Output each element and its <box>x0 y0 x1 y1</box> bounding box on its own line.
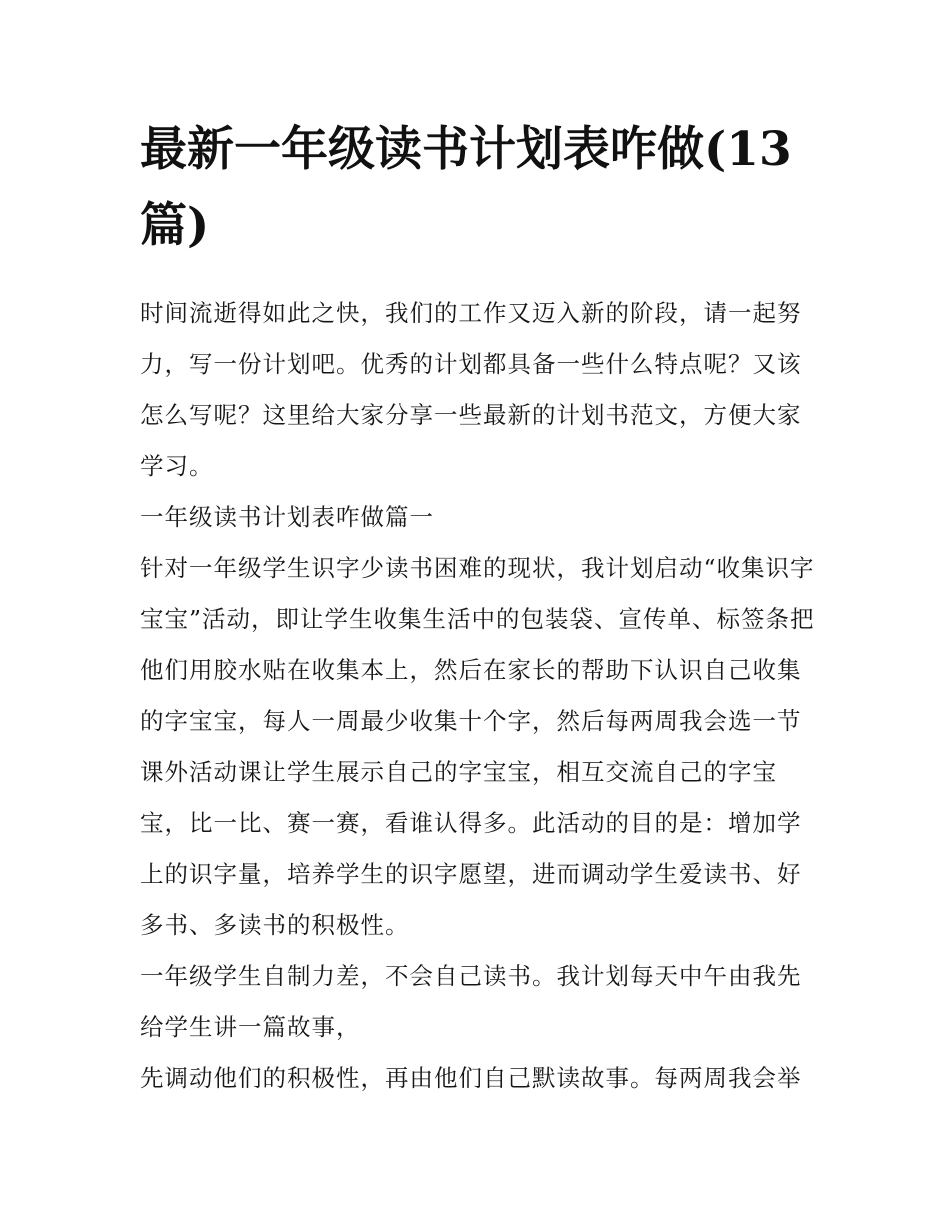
section-heading: 一年级读书计划表咋做篇一 <box>140 503 434 531</box>
document-title: 最新一年级读书计划表咋做(13篇) <box>140 122 792 253</box>
body-paragraph: 先调动他们的积极性，再由他们自己默读故事。每两周我会举 <box>140 1064 802 1092</box>
document-content <box>140 112 816 1104</box>
body-paragraph: 针对一年级学生识字少读书困难的现状，我计划启动“收集识字宝宝”活动，即让学生收集生活中的包装袋、宣传单、标签条把他们用胶水贴在收集本上，然后在家长的帮助下认识自己收集的字宝宝，每人一周最少收集十个字，然后每两周我会选一节课外活动课让学生展示自己的字宝宝，相互交流自己的字宝宝，比一比、赛一赛，看谁认得多。此活动的目的是：增加学上的识字量，培养学生的识字愿望，进而调动学生爱读书、好多书、多读书的积极性。 <box>140 554 815 939</box>
body-paragraph: 一年级学生自制力差，不会自己读书。我计划每天中午由我先给学生讲一篇故事， <box>140 962 802 1041</box>
document-body <box>140 288 816 1104</box>
intro-paragraph: 时间流逝得如此之快，我们的工作又迈入新的阶段，请一起努力，写一份计划吧。优秀的计划都具备一些什么特点呢？又该怎么写呢？这里给大家分享一些最新的计划书范文，方便大家学习。 <box>140 299 802 480</box>
